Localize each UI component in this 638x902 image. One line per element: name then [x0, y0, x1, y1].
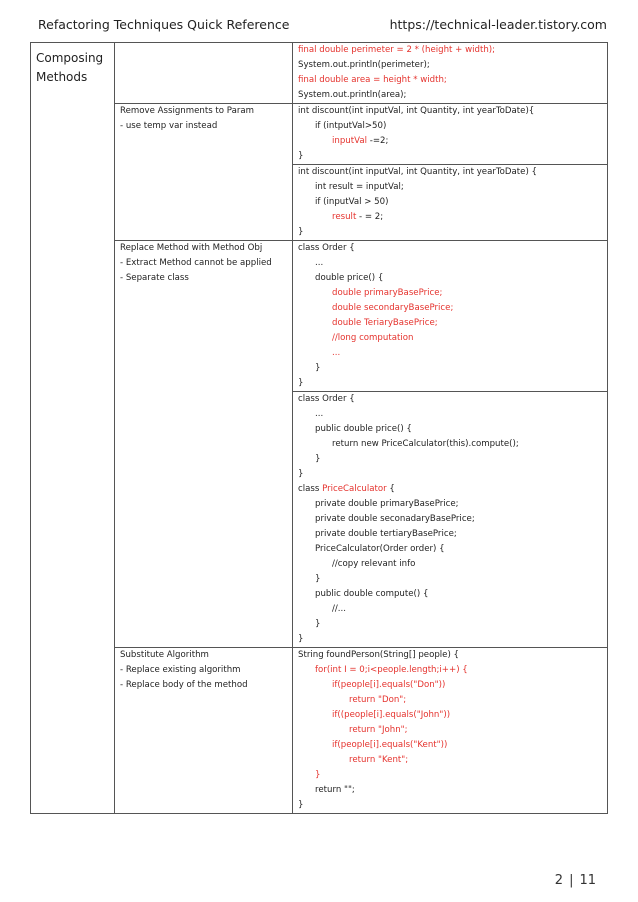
code-line: ... — [315, 258, 324, 268]
table-row — [31, 241, 608, 392]
category-label: Methods — [36, 70, 88, 84]
technique-note: - Extract Method cannot be applied — [120, 258, 272, 268]
code-line: result - = 2; — [332, 212, 384, 222]
reference-table — [30, 42, 608, 814]
code-line: } — [315, 574, 321, 584]
code-line: double price() { — [315, 273, 384, 283]
code-example-cell — [293, 104, 608, 165]
technique-cell — [115, 104, 293, 241]
code-line: class Order { — [298, 243, 355, 253]
code-line: if(people[i].equals("Kent")) — [332, 740, 448, 750]
code-line: return "John"; — [349, 725, 408, 735]
code-line: //copy relevant info — [332, 559, 416, 569]
code-line: if((people[i].equals("John")) — [332, 710, 451, 720]
technique-note: - Separate class — [120, 273, 189, 283]
code-line: double secondaryBasePrice; — [332, 303, 454, 313]
category-label: Composing — [36, 51, 104, 65]
code-line: System.out.println(perimeter); — [298, 60, 430, 70]
code-line: return "Kent"; — [349, 755, 409, 765]
code-line: } — [298, 227, 304, 237]
code-line: ... — [315, 409, 324, 419]
code-line: } — [298, 469, 304, 479]
code-line: double TeriaryBasePrice; — [332, 318, 438, 328]
code-line: if (intputVal>50) — [315, 121, 387, 131]
code-line: final double area = height * width; — [298, 75, 447, 85]
code-example-cell — [293, 241, 608, 392]
code-line: public double compute() { — [315, 589, 429, 599]
code-line: private double primaryBasePrice; — [315, 499, 459, 509]
code-line: inputVal -=2; — [332, 136, 389, 146]
table-row — [31, 104, 608, 165]
code-line: ... — [332, 348, 341, 358]
code-line: return new PriceCalculator(this).compute(); — [332, 439, 519, 449]
code-line: } — [298, 151, 304, 161]
code-line: int result = inputVal; — [315, 182, 404, 192]
code-example-cell — [293, 165, 608, 241]
technique-name: Remove Assignments to Param — [120, 106, 255, 116]
technique-name: Substitute Algorithm — [120, 650, 209, 660]
technique-cell — [115, 648, 293, 814]
code-line: } — [298, 800, 304, 810]
page-current: 2 — [554, 873, 564, 888]
code-example-cell — [293, 43, 608, 104]
code-line: } — [315, 619, 321, 629]
highlighted-token: inputVal — [332, 136, 367, 146]
code-line: if(people[i].equals("Don")) — [332, 680, 446, 690]
technique-note: - Replace existing algorithm — [120, 665, 241, 675]
code-line: private double seconadaryBasePrice; — [315, 514, 475, 524]
code-line: } — [315, 363, 321, 373]
code-line: final double perimeter = 2 * (height + width); — [298, 45, 496, 55]
code-line: for(int I = 0;i<people.length;i++) { — [315, 665, 468, 675]
code-line: } — [315, 454, 321, 464]
code-line: class Order { — [298, 394, 355, 404]
page-number — [555, 873, 596, 888]
code-line: if (inputVal > 50) — [315, 197, 389, 207]
technique-note: - use temp var instead — [120, 121, 218, 131]
code-example-cell — [293, 648, 608, 814]
code-line: public double price() { — [315, 424, 412, 434]
technique-cell — [115, 43, 293, 104]
code-line: PriceCalculator(Order order) { — [315, 544, 445, 554]
code-line: int discount(int inputVal, int Quantity, int yearToDate) { — [298, 167, 538, 177]
code-example-cell — [293, 392, 608, 648]
code-line: } — [298, 634, 304, 644]
highlighted-token: PriceCalculator — [322, 484, 387, 494]
table-row — [31, 43, 608, 104]
page-separator: | — [569, 873, 574, 888]
code-line: } — [315, 770, 321, 780]
code-line: return ""; — [315, 785, 355, 795]
technique-note: - Replace body of the method — [120, 680, 248, 690]
technique-cell — [115, 241, 293, 648]
header-url: https://technical-leader.tistory.com — [389, 17, 607, 32]
code-line: return "Don"; — [349, 695, 407, 705]
page-total: 11 — [579, 873, 596, 888]
code-line: } — [298, 378, 304, 388]
code-line: int discount(int inputVal, int Quantity, int yearToDate){ — [298, 106, 535, 116]
code-line: class PriceCalculator { — [298, 484, 395, 494]
code-line: String foundPerson(String[] people) { — [298, 650, 460, 660]
table-row — [31, 648, 608, 814]
code-line: private double tertiaryBasePrice; — [315, 529, 457, 539]
highlighted-token: result — [332, 212, 357, 222]
technique-name: Replace Method with Method Obj — [120, 243, 263, 253]
code-line: System.out.println(area); — [298, 90, 407, 100]
code-line: //... — [332, 604, 346, 614]
code-line: double primaryBasePrice; — [332, 288, 443, 298]
category-cell — [31, 43, 115, 814]
code-line: //long computation — [332, 333, 414, 343]
header-title: Refactoring Techniques Quick Reference — [38, 17, 290, 32]
